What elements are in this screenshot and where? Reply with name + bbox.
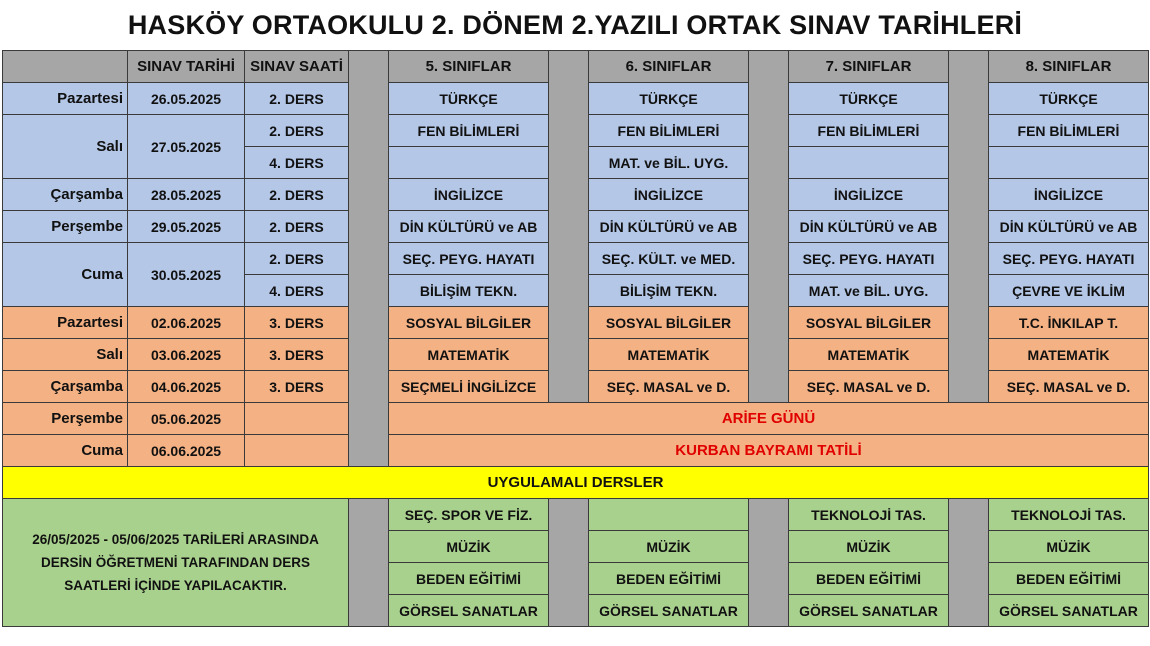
grade-6-cell: FEN BİLİMLERİ: [589, 115, 749, 147]
grade-8-cell: MÜZİK: [989, 531, 1149, 563]
grade-7-cell: MAT. ve BİL. UYG.: [789, 275, 949, 307]
grade-5-cell: TÜRKÇE: [389, 83, 549, 115]
grade-6-cell: İNGİLİZCE: [589, 179, 749, 211]
grade-5-cell: İNGİLİZCE: [389, 179, 549, 211]
grade-8-cell: ÇEVRE VE İKLİM: [989, 275, 1149, 307]
grade-7-cell: TEKNOLOJİ TAS.: [789, 499, 949, 531]
header-grade-8: 8. SINIFLAR: [989, 51, 1149, 83]
grade-6-cell: SEÇ. KÜLT. ve MED.: [589, 243, 749, 275]
header-grade-5: 5. SINIFLAR: [389, 51, 549, 83]
grade-6-cell: DİN KÜLTÜRÜ ve AB: [589, 211, 749, 243]
grade-8-cell: TEKNOLOJİ TAS.: [989, 499, 1149, 531]
grade-7-cell: GÖRSEL SANATLAR: [789, 595, 949, 627]
grade-5-cell: MATEMATİK: [389, 339, 549, 371]
grade-6-cell: BEDEN EĞİTİMİ: [589, 563, 749, 595]
separator-column: [949, 499, 989, 627]
date-cell: 02.06.2025: [128, 307, 245, 339]
separator-column: [349, 51, 389, 467]
date-cell: 29.05.2025: [128, 211, 245, 243]
date-cell: 27.05.2025: [128, 115, 245, 179]
grade-6-cell: SOSYAL BİLGİLER: [589, 307, 749, 339]
grade-6-cell: TÜRKÇE: [589, 83, 749, 115]
separator-column: [749, 499, 789, 627]
grade-7-cell: TÜRKÇE: [789, 83, 949, 115]
grade-5-cell: SEÇ. SPOR VE FİZ.: [389, 499, 549, 531]
grade-5-cell: BEDEN EĞİTİMİ: [389, 563, 549, 595]
time-cell: 2. DERS: [245, 243, 349, 275]
page-title: HASKÖY ORTAOKULU 2. DÖNEM 2.YAZILI ORTAK SINAV TARİHLERİ: [127, 10, 1023, 40]
practical-banner-row: [3, 467, 1149, 499]
grade-8-cell: MATEMATİK: [989, 339, 1149, 371]
grade-5-cell: GÖRSEL SANATLAR: [389, 595, 549, 627]
holiday-cell: ARİFE GÜNÜ: [389, 403, 1149, 435]
day-cell: Perşembe: [3, 211, 128, 243]
grade-6-cell: [589, 499, 749, 531]
grade-8-cell: GÖRSEL SANATLAR: [989, 595, 1149, 627]
grade-6-cell: GÖRSEL SANATLAR: [589, 595, 749, 627]
day-cell: Cuma: [3, 435, 128, 467]
time-cell: 4. DERS: [245, 147, 349, 179]
time-cell: 3. DERS: [245, 371, 349, 403]
day-cell: Cuma: [3, 243, 128, 307]
grade-7-cell: MÜZİK: [789, 531, 949, 563]
grade-5-cell: SOSYAL BİLGİLER: [389, 307, 549, 339]
header-row: [3, 51, 1149, 83]
time-cell: 2. DERS: [245, 115, 349, 147]
grade-8-cell: BEDEN EĞİTİMİ: [989, 563, 1149, 595]
date-cell: 04.06.2025: [128, 371, 245, 403]
grade-5-cell: [389, 147, 549, 179]
day-cell: Perşembe: [3, 403, 128, 435]
time-cell: [245, 435, 349, 467]
separator-column: [549, 51, 589, 403]
header-date: SINAV TARİHİ: [128, 51, 245, 83]
grade-7-cell: MATEMATİK: [789, 339, 949, 371]
grade-8-cell: [989, 147, 1149, 179]
date-cell: 26.05.2025: [128, 83, 245, 115]
grade-6-cell: BİLİŞİM TEKN.: [589, 275, 749, 307]
date-cell: 30.05.2025: [128, 243, 245, 307]
day-cell: Pazartesi: [3, 307, 128, 339]
time-cell: 3. DERS: [245, 307, 349, 339]
time-cell: 2. DERS: [245, 211, 349, 243]
time-cell: 3. DERS: [245, 339, 349, 371]
date-cell: 28.05.2025: [128, 179, 245, 211]
grade-8-cell: İNGİLİZCE: [989, 179, 1149, 211]
grade-7-cell: [789, 147, 949, 179]
header-grade-6: 6. SINIFLAR: [589, 51, 749, 83]
time-cell: 2. DERS: [245, 83, 349, 115]
day-cell: Salı: [3, 339, 128, 371]
grade-8-cell: TÜRKÇE: [989, 83, 1149, 115]
grade-8-cell: DİN KÜLTÜRÜ ve AB: [989, 211, 1149, 243]
practical-row: [3, 499, 1149, 531]
grade-8-cell: SEÇ. PEYG. HAYATI: [989, 243, 1149, 275]
grade-7-cell: FEN BİLİMLERİ: [789, 115, 949, 147]
day-cell: Pazartesi: [3, 83, 128, 115]
header-day: [3, 51, 128, 83]
separator-column: [749, 51, 789, 403]
table-row: [3, 435, 1149, 467]
day-cell: Çarşamba: [3, 371, 128, 403]
holiday-cell: KURBAN BAYRAMI TATİLİ: [389, 435, 1149, 467]
date-cell: 06.06.2025: [128, 435, 245, 467]
grade-8-cell: T.C. İNKILAP T.: [989, 307, 1149, 339]
header-grade-7: 7. SINIFLAR: [789, 51, 949, 83]
grade-6-cell: MAT. ve BİL. UYG.: [589, 147, 749, 179]
grade-5-cell: SEÇ. PEYG. HAYATI: [389, 243, 549, 275]
grade-7-cell: DİN KÜLTÜRÜ ve AB: [789, 211, 949, 243]
exam-schedule-table: [2, 50, 1149, 627]
grade-6-cell: MÜZİK: [589, 531, 749, 563]
separator-column: [549, 499, 589, 627]
grade-7-cell: İNGİLİZCE: [789, 179, 949, 211]
grade-7-cell: SOSYAL BİLGİLER: [789, 307, 949, 339]
practical-note: 26/05/2025 - 05/06/2025 TARİLERİ ARASINDA DERSİN ÖĞRETMENİ TARAFINDAN DERS SAATLERİ İÇİNDE YAPILACAKTIR.: [3, 499, 349, 627]
header-time: SINAV SAATİ: [245, 51, 349, 83]
grade-5-cell: SEÇMELİ İNGİLİZCE: [389, 371, 549, 403]
separator-column: [349, 499, 389, 627]
practical-banner: UYGULAMALI DERSLER: [3, 467, 1149, 499]
grade-6-cell: MATEMATİK: [589, 339, 749, 371]
grade-7-cell: BEDEN EĞİTİMİ: [789, 563, 949, 595]
grade-5-cell: BİLİŞİM TEKN.: [389, 275, 549, 307]
day-cell: Salı: [3, 115, 128, 179]
grade-8-cell: SEÇ. MASAL ve D.: [989, 371, 1149, 403]
table-row: [3, 403, 1149, 435]
grade-5-cell: DİN KÜLTÜRÜ ve AB: [389, 211, 549, 243]
grade-7-cell: SEÇ. PEYG. HAYATI: [789, 243, 949, 275]
day-cell: Çarşamba: [3, 179, 128, 211]
grade-7-cell: SEÇ. MASAL ve D.: [789, 371, 949, 403]
time-cell: [245, 403, 349, 435]
grade-6-cell: SEÇ. MASAL ve D.: [589, 371, 749, 403]
grade-8-cell: FEN BİLİMLERİ: [989, 115, 1149, 147]
time-cell: 4. DERS: [245, 275, 349, 307]
date-cell: 03.06.2025: [128, 339, 245, 371]
time-cell: 2. DERS: [245, 179, 349, 211]
grade-5-cell: MÜZİK: [389, 531, 549, 563]
grade-5-cell: FEN BİLİMLERİ: [389, 115, 549, 147]
date-cell: 05.06.2025: [128, 403, 245, 435]
separator-column: [949, 51, 989, 403]
